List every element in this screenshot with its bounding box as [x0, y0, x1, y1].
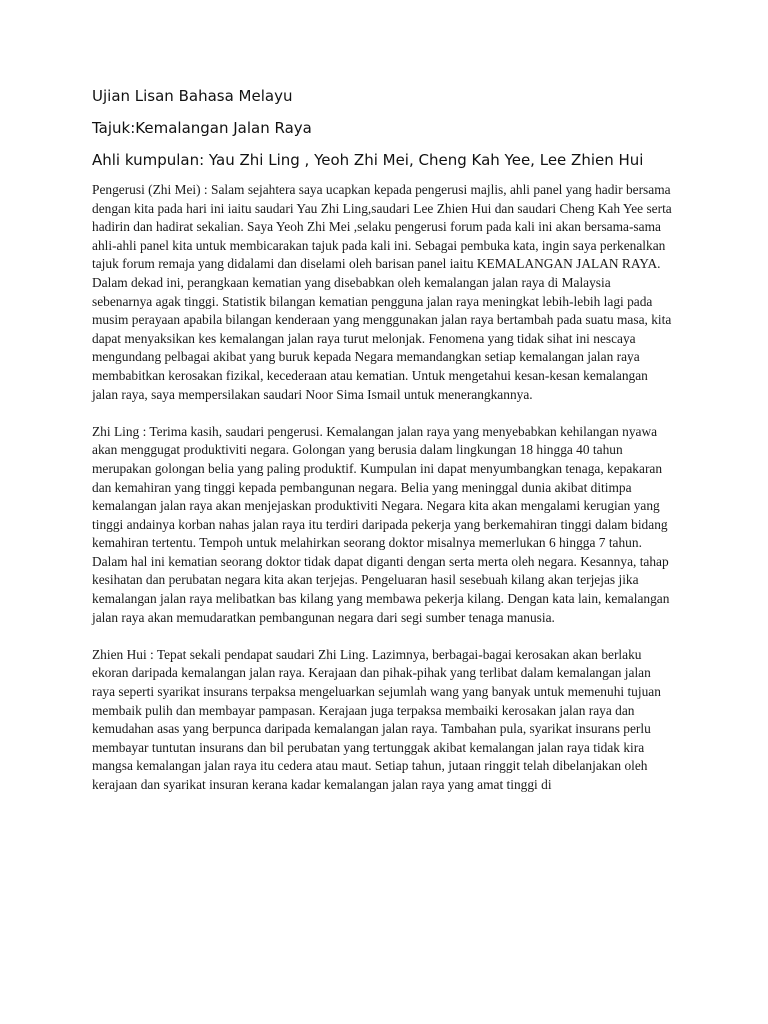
- document-page: [92, 84, 672, 795]
- document-topic: Tajuk:Kemalangan Jalan Raya: [92, 119, 312, 137]
- paragraph-chairperson: Pengerusi (Zhi Mei) : Salam sejahtera saya ucapkan kepada pengerusi majlis, ahli panel yang hadir bersama dengan kita pada hari ini iaitu saudari Yau Zhi Ling,saudari Lee Zhien Hui dan saudari Cheng Kah Yee serta hadirin dan hadirat sekalian. Saya Yeoh Zhi Mei ,selaku pengerusi forum pada kali ini akan bersama-sama ahli-ahli panel kita untuk membicarakan tajuk pada kali ini. Sebagai pembuka kata, ingin saya perkenalkan tajuk forum remaja yang didalami dan diselami oleh barisan panel iaitu KEMALANGAN JALAN RAYA. Dalam dekad ini, perangkaan kematian yang disebabkan oleh kemalangan jalan raya di Malaysia sebenarnya agak tinggi. Statistik bilangan kematian pengguna jalan raya meningkat lebih-lebih lagi pada musim perayaan apabila bilangan kenderaan yang menggunakan jalan raya bertambah pada suatu masa, kita dapat menyaksikan kes kemalangan jalan raya turut melonjak. Fenomena yang tidak sihat ini nescaya mengundang pelbagai akibat yang buruk kepada Negara memandangkan setiap kemalangan jalan raya membabitkan kerosakan fizikal, kecederaan atau kematian. Untuk mengetahui kesan-kesan kemalangan jalan raya, saya mempersilakan saudari Noor Sima Ismail untuk menerangkannya.: [92, 182, 672, 402]
- paragraph-zhien-hui: Zhien Hui : Tepat sekali pendapat saudari Zhi Ling. Lazimnya, berbagai-bagai kerosakan akan berlaku ekoran daripada kemalangan jalan raya. Kerajaan dan pihak-pihak yang terlibat dalam kemalangan jalan raya seperti syarikat insurans terpaksa mengeluarkan sejumlah wang yang banyak untuk memenuhi tujuan membaik pulih dan membayar pampasan. Kerajaan juga terpaksa membaiki kerosakan jalan raya dan kemudahan asas yang berpunca daripada kemalangan jalan raya. Tambahan pula, syarikat insurans perlu membayar tuntutan insurans dan bil perubatan yang tertunggak akibat kemalangan jalan raya tidak kira mangsa kemalangan jalan raya itu cedera atau maut. Setiap tahun, jutaan ringgit telah dibelanjakan oleh kerajaan dan syarikat insuran kerana kadar kemalangan jalan raya yang amat tinggi di: [92, 646, 661, 792]
- group-members: Ahli kumpulan: Yau Zhi Ling , Yeoh Zhi Mei, Cheng Kah Yee, Lee Zhien Hui: [92, 151, 644, 169]
- paragraph-zhi-ling: Zhi Ling : Terima kasih, saudari pengerusi. Kemalangan jalan raya yang menyebabkan kehilangan nyawa akan menggugat produktiviti negara. Golongan yang berusia dalam lingkungan 18 hingga 40 tahun merupakan golongan belia yang paling produktif. Kumpulan ini dapat menyumbangkan tenaga, kepakaran dan kemahiran yang tinggi kepada pembangunan negara. Belia yang meninggal dunia akibat ditimpa kemalangan jalan raya akan menjejaskan produktiviti Negara. Negara kita akan mengalami kerugian yang tinggi andainya korban nahas jalan raya itu terdiri daripada pekerja yang berkemahiran tinggi dalam bidang kemahiran tertentu. Tempoh untuk melahirkan seorang doktor misalnya memerlukan 6 hingga 7 tahun. Dalam hal ini kematian seorang doktor tidak dapat diganti dengan serta merta oleh negara. Kesannya, tahap kesihatan dan perubatan negara kita akan terjejas. Pengeluaran hasil sesebuah kilang akan terjejas jika kemalangan jalan raya melibatkan bas kilang yang membawa pekerja kilang. Dengan kata lain, kemalangan jalan raya akan memudaratkan pembangunan negara dari segi sumber tenaga manusia.: [92, 423, 670, 625]
- document-title: Ujian Lisan Bahasa Melayu: [92, 87, 293, 105]
